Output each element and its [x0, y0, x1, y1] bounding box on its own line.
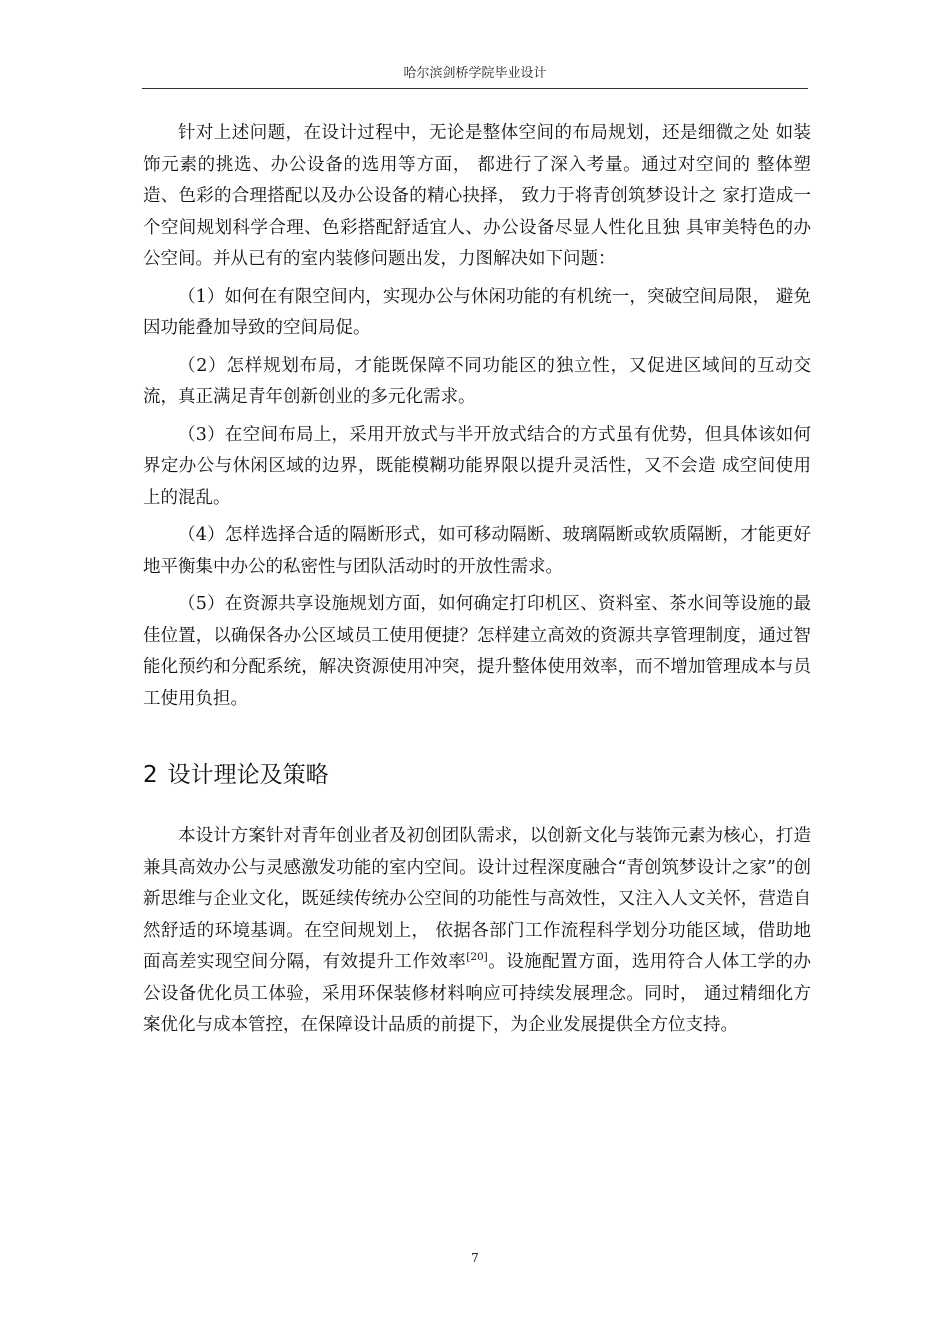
question-3: （3）在空间布局上，采用开放式与半开放式结合的方式虽有优势，但具体该如何界定办公与休闲区域的边界，既能模糊功能界限以提升灵活性，又不会造 成空间使用上的混乱。 [143, 424, 811, 508]
question-2: （2）怎样规划布局，才能既保障不同功能区的独立性，又促进区域间的互动交流，真正满足青年创新创业的多元化需求。 [143, 355, 811, 407]
section-paragraph-text-1: 本设计方案针对青年创业者及初创团队需求，以创新文化与装饰元素为核心，打造兼具高效办公与灵感激发功能的室内空间。设计过程深度融合“青创筑梦设计之家”的创新思维与企业文化，既延续传统办公空间的功能性与高效性，又注入人文关怀，营造自然舒适的环境基调。在空间规划上， 依据各部门工作流程科学划分功能区域，借助地面高差实现空间分隔，有效提升工作效率 [143, 826, 811, 972]
question-1: （1）如何在有限空间内，实现办公与休闲功能的有机统一，突破空间局限， 避免因功能叠加导致的空间局促。 [143, 286, 811, 338]
question-5: （5）在资源共享设施规划方面，如何确定打印机区、资料室、茶水间等设施的最佳位置，以确保各办公区域员工使用便捷？怎样建立高效的资源共享管理制度，通过智能化预约和分配系统，解决资源使用冲突，提升整体使用效率，而不增加管理成本与员工使用负担。 [143, 594, 811, 709]
intro-paragraph: 针对上述问题，在设计过程中，无论是整体空间的布局规划，还是细微之处 如装饰元素的挑选、办公设备的选用等方面， 都进行了深入考量。通过对空间的 整体塑造、色彩的合理搭配以及办公设备的精心抉择， 致力于将青创筑梦设计之 家打造成一个空间规划科学合理、色彩搭配舒适宜人、办公设备尽显人性化且独 具审美特色的办公空间。并从已有的室内装修问题出发，力图解决如下问题： [143, 123, 811, 269]
header-divider [142, 88, 808, 89]
section-heading [143, 755, 811, 795]
running-header: 哈尔滨剑桥学院毕业设计 [403, 66, 547, 81]
section-title: 设计理论及策略 [167, 762, 329, 788]
section-paragraph-text-2: 。设施配置方面，选用符合人体工学的办公设备优化员工体验，采用环保装修材料响应可持续发展理念。同时， 通过精细化方案优化与成本管控，在保障设计品质的前提下，为企业发展提供全方位支持。 [143, 952, 811, 1035]
section-number: 2 [143, 762, 158, 788]
page-body [143, 118, 811, 1042]
question-4: （4）怎样选择合适的隔断形式，如可移动隔断、玻璃隔断或软质隔断，才能更好地平衡集中办公的私密性与团队活动时的开放性需求。 [143, 525, 811, 577]
section-paragraph [143, 821, 811, 1042]
page-number: 7 [471, 1251, 479, 1265]
citation-reference[interactable]: [20] [466, 951, 488, 963]
